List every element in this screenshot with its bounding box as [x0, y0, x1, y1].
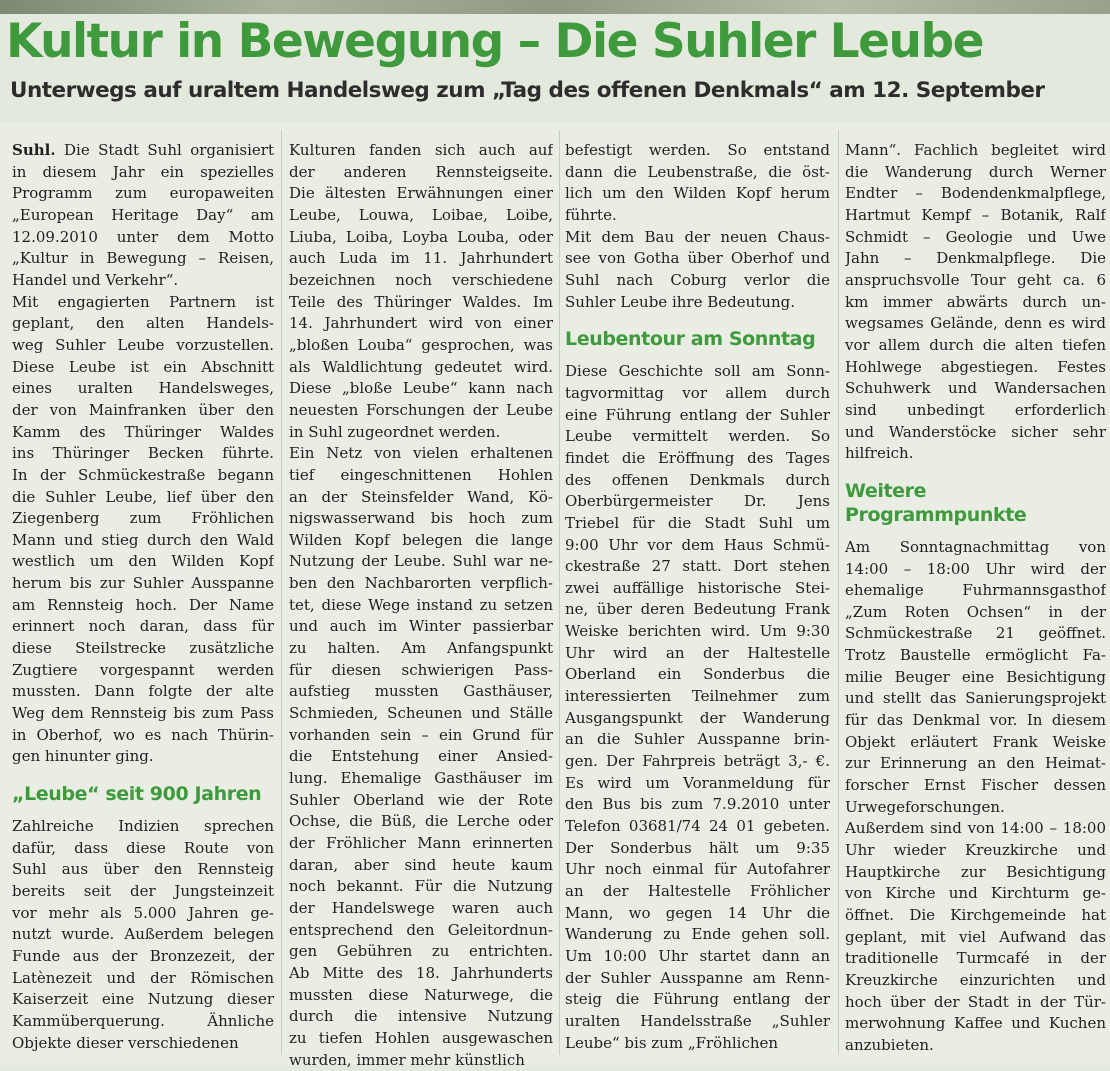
text-line: der Suhler Ausspanne am Renn- — [565, 968, 830, 987]
text-line: am Rennsteig hoch. Der Name — [12, 595, 274, 614]
text-line: herum bis zur Suhler Ausspanne — [12, 574, 274, 593]
text-line: Die ältesten Erwähnungen einer — [289, 184, 553, 203]
text-line: westlich um den Wilden Kopf — [12, 552, 274, 571]
text-line: öffnet. Die Kirchgemeinde hat — [845, 906, 1106, 924]
text-line: für diesen schwierigen Pass- — [289, 660, 553, 679]
text-line: Objekt erläutert Frank Weiske — [845, 732, 1106, 751]
text-line: anspruchsvolle Tour geht ca. 6 — [845, 270, 1106, 289]
text-line: weg Suhler Leube vorzustellen. — [12, 335, 274, 354]
text-line: mussten. Dann folgte der alte — [12, 682, 274, 701]
text-line: befestigt werden. So entstand — [565, 141, 830, 159]
text-line: der Fröhlicher Mann erinnerten — [289, 834, 553, 852]
paragraph — [12, 140, 274, 292]
text-line: und auch im Winter passierbar — [289, 617, 553, 636]
text-line: merwohnung Kaffee und Kuchen — [845, 1014, 1106, 1033]
text-line: Diese Leube ist ein Abschnitt — [12, 357, 274, 376]
text-line: dann die Leubenstraße, die öst- — [565, 162, 830, 181]
text-line: „Kultur in Bewegung – Reisen, — [12, 249, 274, 268]
text-line: bereits seit der Jungsteinzeit — [12, 882, 274, 900]
text-line: von Kirche und Kirchturm ge- — [845, 884, 1106, 903]
article-column-1 — [12, 140, 274, 1054]
text-line: diese Steilstrecke zusätzliche — [12, 639, 274, 658]
text-line: gen hinunter ging. — [12, 747, 154, 766]
text-line: Objekte dieser verschiedenen — [12, 1033, 239, 1052]
text-line: der von Mainfranken über den — [12, 400, 274, 419]
text-line: erinnert noch daran, dass für — [12, 617, 274, 636]
text-line: des offenen Denkmals durch — [565, 470, 830, 489]
text-line: an der Steinsfelder Wand, Kö- — [289, 487, 553, 506]
paragraph — [289, 140, 553, 443]
text-line: nigswasserwand bis hoch zum — [289, 509, 553, 528]
text-line: auch Luda im 11. Jahrhundert — [289, 249, 553, 268]
text-line: lung. Ehemalige Gasthäuser im — [289, 769, 553, 788]
text-line: Um 10:00 Uhr startet dann an — [565, 946, 830, 965]
text-line: nutzt wurde. Außerdem belegen — [12, 925, 274, 944]
text-line: traditionelle Turmcafé in der — [845, 949, 1106, 968]
text-line: Kammüberquerung. Ähnliche — [12, 1011, 274, 1030]
article-column-3 — [565, 140, 830, 1054]
text-line: zu halten. Am Anfangspunkt — [289, 639, 553, 658]
text-line: vorhanden sein – ein Grund für — [289, 725, 553, 744]
text-line: eine Führung entlang der Suhler — [565, 405, 830, 424]
article-column-4 — [845, 140, 1106, 1057]
text-line: Urwegeforschungen. — [845, 797, 1005, 816]
section-heading: „Leube“ seit 900 Jahren — [12, 783, 262, 806]
text-line: Endter – Bodendenkmalpflege, — [845, 184, 1106, 203]
text-line: in Oberhof, wo es nach Thürin- — [12, 725, 274, 744]
text-line: Latènezeit und der Römischen — [12, 968, 274, 987]
text-line: Kulturen fanden sich auch auf — [289, 141, 553, 159]
text-line: Außerdem sind von 14:00 – 18:00 — [845, 819, 1106, 838]
text-line: der Handelswege waren auch — [289, 898, 553, 917]
text-line: zur Erinnerung an den Heimat- — [845, 754, 1106, 773]
text-line: Weg dem Rennsteig bis zum Pass — [12, 704, 274, 723]
text-line: milie Beuger eine Besichtigung — [845, 667, 1106, 686]
text-line: Hartmut Kempf – Botanik, Ralf — [845, 205, 1106, 224]
text-line: Suhl aus über den Rennsteig — [12, 860, 274, 879]
text-line: „European Heritage Day“ am — [12, 205, 274, 224]
text-line: Oberland ein Sonderbus die — [565, 665, 830, 684]
text-line: Kreuzkirche einzurichten und — [845, 970, 1106, 989]
text-line: vor mehr als 5.000 Jahren ge- — [12, 903, 274, 922]
text-line: wegsames Gelände, denn es wird — [845, 314, 1106, 333]
text-line: „bloßen Louba“ gesprochen, was — [289, 335, 553, 354]
text-line: aufstieg mussten Gasthäuser, — [289, 682, 553, 701]
paragraph — [845, 140, 1106, 465]
text-line: see von Gotha über Oberhof und — [565, 249, 830, 268]
text-line: Mit engagierten Partnern ist — [12, 292, 274, 311]
text-line: Trotz Baustelle ermöglicht Fa- — [845, 646, 1106, 665]
text-line: hilfreich. — [845, 444, 914, 463]
text-line: Schmieden, Scheunen und Ställe — [289, 704, 553, 723]
paragraph — [289, 443, 553, 1071]
text-line: als Waldlichtung gedeutet wird. — [289, 357, 553, 376]
text-line: die Suhler Leube, lief über den — [12, 487, 274, 506]
text-line: ben den Nachbarorten verpflich- — [289, 574, 553, 593]
photo-strip — [0, 0, 1110, 14]
text-line: zwei auffällige historische Stei- — [565, 578, 830, 597]
paragraph — [565, 361, 830, 1054]
text-line: Zugtiere vorgespannt werden — [12, 660, 274, 679]
text-line: Suhl nach Coburg verlor die — [565, 270, 830, 289]
text-line: den Bus bis zum 7.9.2010 unter — [565, 795, 830, 814]
text-line: geplant, mit viel Aufwand das — [845, 927, 1106, 946]
text-line: Leube“ bis zum „Fröhlichen — [565, 1033, 779, 1052]
text-line: Ab Mitte des 18. Jahrhunderts — [289, 963, 553, 982]
section-heading: Programmpunkte — [845, 503, 1027, 526]
text-line: mussten diese Naturwege, die — [289, 985, 553, 1004]
text-line: Suhler Leube ihre Bedeutung. — [565, 292, 795, 311]
text-line: Mit dem Bau der neuen Chaus- — [565, 227, 830, 246]
text-line: Hohlwege abgestiegen. Festes — [845, 357, 1106, 376]
text-line: Handel und Verkehr“. — [12, 270, 179, 289]
text-line: gen Gebühren zu entrichten. — [289, 942, 553, 961]
text-line: und Wanderstöcke sicher sehr — [845, 422, 1106, 441]
text-line: zu tiefen Hohlen ausgewaschen — [289, 1028, 553, 1047]
text-line: Leube, Louwa, Loibae, Loibe, — [289, 205, 553, 224]
text-line: Am Sonntagnachmittag von — [845, 537, 1106, 556]
text-line: Kaiserzeit eine Nutzung dieser — [12, 990, 274, 1009]
text-line: Ochse, die Büß, die Lerche oder — [289, 812, 553, 831]
text-line: daran, aber sind heute kaum — [289, 855, 553, 874]
text-line: interessierten Teilnehmer zum — [565, 687, 830, 706]
text-line: durch die intensive Nutzung — [289, 1007, 553, 1026]
text-line: sind unbedingt erforderlich — [845, 400, 1106, 419]
text-line: geplant, den alten Handels- — [12, 314, 274, 333]
text-line: uralten Handelsstraße „Suhler — [565, 1011, 830, 1030]
text-line: Wilden Kopf belegen die lange — [289, 530, 553, 549]
text-line: Hauptkirche zur Besichtigung — [845, 862, 1106, 881]
paragraph — [12, 292, 274, 768]
text-line: ins Thüringer Becken führte. — [12, 444, 274, 463]
text-line: Zahlreiche Indizien sprechen — [12, 817, 274, 836]
text-line: Mann und stieg durch den Wald — [12, 530, 274, 549]
text-line: „Zum Roten Ochsen“ in der — [845, 602, 1106, 621]
text-line: die Wanderung durch Werner — [845, 162, 1106, 181]
text-line: Es wird um Voranmeldung für — [565, 773, 830, 792]
paragraph — [565, 227, 830, 314]
text-line: Nutzung der Leube. Suhl war ne- — [289, 552, 553, 571]
text-line: anzubieten. — [845, 1035, 934, 1054]
text-line: in Suhl zugeordnet werden. — [289, 422, 501, 441]
text-line: Mann“. Fachlich begleitet wird — [845, 141, 1106, 159]
text-line: der anderen Rennsteigseite. — [289, 162, 553, 181]
text-line: vor allem durch die alten tiefen — [845, 335, 1106, 354]
text-line: Leube vermittelt werden. So — [565, 427, 830, 446]
text-line: 14. Jahrhundert wird von einer — [289, 314, 553, 333]
paragraph — [845, 537, 1106, 819]
text-line: Diese Geschichte soll am Sonn- — [565, 362, 830, 381]
text-line: noch bekannt. Für die Nutzung — [289, 877, 553, 896]
paragraph — [565, 140, 830, 227]
text-line: Ziegenberg zum Fröhlichen — [12, 509, 274, 528]
article-column-2 — [289, 140, 553, 1071]
text-line: km immer abwärts durch un- — [845, 292, 1106, 311]
text-line: die Entstehung einer Ansied- — [289, 747, 553, 766]
text-line: 12.09.2010 unter dem Motto — [12, 227, 274, 246]
text-line: für das Denkmal vor. In diesem — [845, 711, 1106, 730]
text-line: 9:00 Uhr vor dem Haus Schmü- — [565, 535, 830, 554]
text-line: Triebel für die Stadt Suhl um — [565, 513, 830, 532]
text-line: Programm zum europaweiten — [12, 184, 274, 203]
text-line: Uhr noch einmal für Autofahrer — [565, 860, 830, 879]
text-line: dafür, dass diese Route von — [12, 838, 274, 857]
text-line: Weiske berichten wird. Um 9:30 — [565, 622, 830, 641]
section-heading: Weitere — [845, 479, 927, 502]
text-line: tet, diese Wege instand zu setzen — [289, 595, 553, 614]
subheadline: Unterwegs auf uraltem Handelsweg zum „Tag des offenen Denkmals“ am 12. September — [10, 78, 1045, 103]
text-line: in diesem Jahr ein spezielles — [12, 162, 274, 181]
text-line: Suhl. Die Stadt Suhl organisiert — [12, 141, 274, 159]
text-line: Suhler Oberland wie der Rote — [289, 790, 553, 809]
text-line: Funde aus der Bronzezeit, der — [12, 946, 274, 965]
text-line: Schmückestraße 21 geöffnet. — [845, 624, 1106, 643]
text-line: Mann, wo gegen 14 Uhr die — [565, 903, 830, 922]
section-heading: Leubentour am Sonntag — [565, 328, 816, 351]
text-line: findet die Eröffnung des Tages — [565, 448, 830, 467]
text-line: Schuhwerk und Wandersachen — [845, 379, 1106, 398]
text-line: Ausgangspunkt der Wanderung — [565, 708, 830, 727]
text-line: lich um den Wilden Kopf herum — [565, 184, 830, 203]
text-line: 14:00 – 18:00 Uhr wird der — [845, 559, 1106, 578]
text-line: Oberbürgermeister Dr. Jens — [565, 492, 830, 511]
text-line: tief eingeschnittenen Hohlen — [289, 465, 553, 484]
column-divider — [838, 130, 839, 1055]
text-line: Diese „bloße Leube“ kann nach — [289, 379, 553, 398]
text-line: forscher Ernst Fischer dessen — [845, 776, 1106, 795]
text-line: Uhr wieder Kreuzkirche und — [845, 841, 1106, 860]
text-line: ne, über deren Bedeutung Frank — [565, 600, 830, 619]
text-line: ehemalige Fuhrmannsgasthof — [845, 581, 1106, 600]
text-line: In der Schmückestraße begann — [12, 465, 274, 484]
text-line: hoch über der Stadt in der Tür- — [845, 992, 1106, 1011]
column-divider — [281, 130, 282, 1055]
text-line: eines uralten Handelsweges, — [12, 379, 274, 398]
paragraph — [12, 816, 274, 1054]
text-line: entsprechend den Geleitordnun- — [289, 920, 553, 939]
text-line: steig die Führung entlang der — [565, 990, 830, 1009]
text-line: Teile des Thüringer Waldes. Im — [289, 292, 553, 311]
text-line: Jahn – Denkmalpflege. Die — [845, 249, 1106, 268]
text-line: Ein Netz von vielen erhaltenen — [289, 444, 553, 463]
text-line: Kamm des Thüringer Waldes — [12, 422, 274, 441]
text-line: Uhr wird an der Haltestelle — [565, 643, 830, 662]
text-line: Telefon 03681/74 24 01 gebeten. — [565, 817, 830, 836]
text-line: tagvormittag vor allem durch — [565, 383, 830, 402]
text-line: Schmidt – Geologie und Uwe — [845, 227, 1106, 246]
text-line: wurden, immer mehr künstlich — [289, 1050, 525, 1069]
text-line: bezeichnen noch verschiedene — [289, 270, 553, 289]
text-line: gen. Der Fahrpreis beträgt 3,- €. — [565, 752, 830, 771]
text-line: Der Sonderbus hält um 9:35 — [565, 838, 830, 857]
text-line: Wanderung zu Ende gehen soll. — [565, 925, 830, 944]
column-divider — [559, 130, 560, 1055]
headline: Kultur in Bewegung – Die Suhler Leube — [6, 14, 983, 69]
text-line: neuesten Forschungen der Leube — [289, 400, 553, 419]
text-line: führte. — [565, 205, 617, 224]
text-line: Liuba, Loiba, Loyba Louba, oder — [289, 227, 553, 246]
text-line: an der Haltestelle Fröhlicher — [565, 882, 830, 900]
text-line: und stellt das Sanierungsprojekt — [845, 689, 1106, 708]
paragraph — [845, 818, 1106, 1056]
text-line: ckestraße 27 statt. Dort stehen — [565, 557, 830, 576]
text-line: an die Suhler Ausspanne brin- — [565, 730, 830, 749]
